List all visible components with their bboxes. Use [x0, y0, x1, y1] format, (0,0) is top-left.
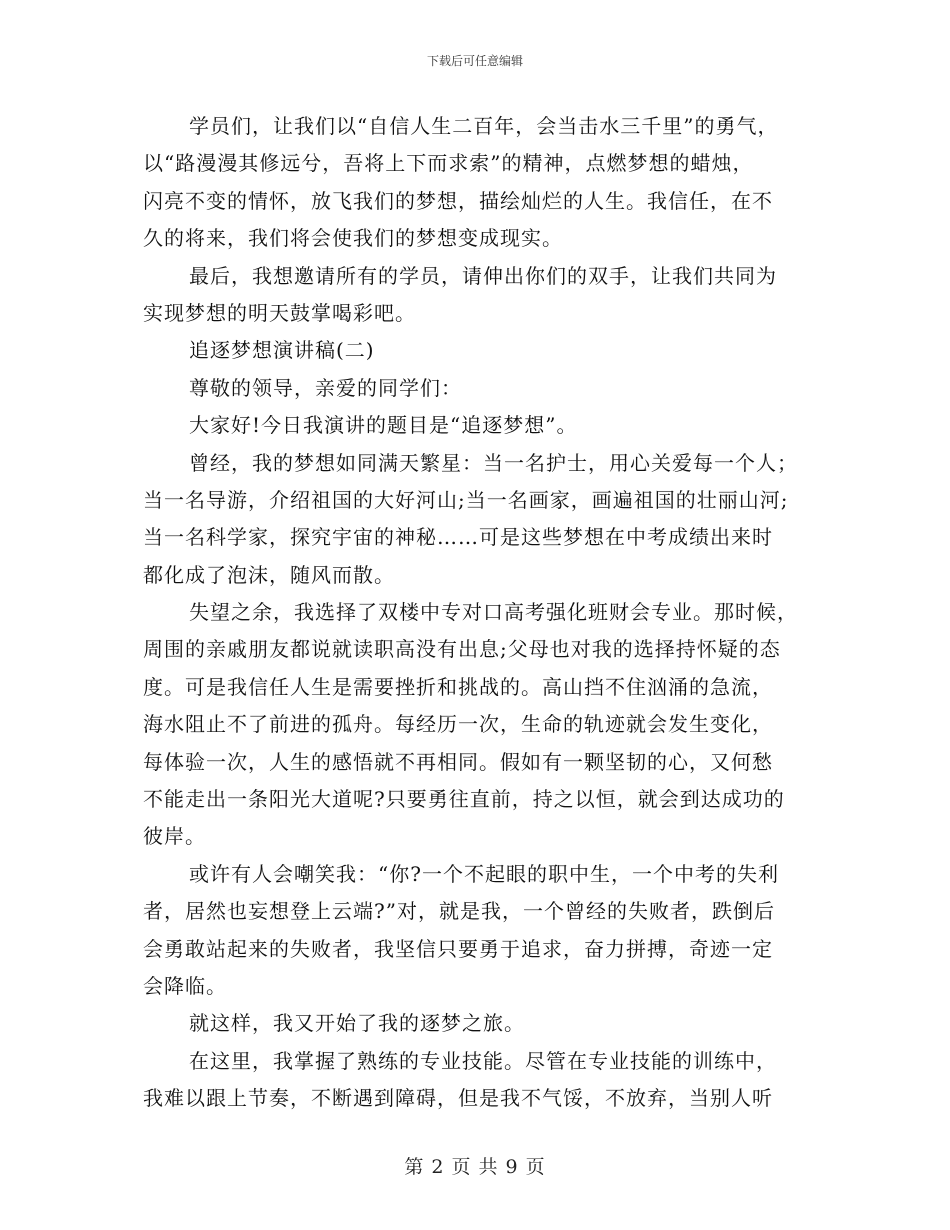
text-line: 我难以跟上节奏，不断遇到障碍，但是我不气馁，不放弃，当别人听 — [143, 1086, 773, 1111]
page-number-footer: 第 2 页 共 9 页 — [404, 1156, 546, 1178]
text-line: 曾经，我的梦想如同满天繁星：当一名护士，用心关爱每一个人； — [189, 450, 798, 475]
text-line: 久的将来，我们将会使我们的梦想变成现实。 — [143, 226, 563, 251]
text-line: 周围的亲戚朋友都说就读职高没有出息;父母也对我的选择持怀疑的态 — [143, 637, 781, 662]
text-line: 会降临。 — [143, 973, 227, 998]
text-line: 实现梦想的明天鼓掌喝彩吧。 — [143, 300, 416, 325]
text-line: 度。可是我信任人生是需要挫折和挑战的。高山挡不住汹涌的急流， — [143, 674, 773, 699]
page-header: 下载后可任意编辑 — [426, 54, 523, 68]
text-line: 闪亮不变的情怀，放飞我们的梦想，描绘灿烂的人生。我信任，在不 — [143, 188, 773, 213]
text-line: 尊敬的领导，亲爱的同学们： — [189, 375, 462, 400]
text-line: 当一名科学家，探究宇宙的神秘……可是这些梦想在中考成绩出来时 — [143, 525, 773, 550]
text-line: 追逐梦想演讲稿(二) — [189, 338, 375, 363]
text-line: 海水阻止不了前进的孤舟。每经历一次，生命的轨迹就会发生变化， — [143, 712, 773, 737]
text-line: 都化成了泡沫，随风而散。 — [143, 562, 395, 587]
text-line: 每体验一次，人生的感悟就不再相同。假如有一颗坚韧的心，又何愁 — [143, 749, 773, 774]
text-line: 彼岸。 — [143, 824, 206, 849]
text-line: 以“路漫漫其修远兮，吾将上下而求索”的精神，点燃梦想的蜡烛， — [143, 151, 754, 176]
text-line: 当一名导游，介绍祖国的大好河山;当一名画家，画遍祖国的壮丽山河; — [143, 487, 789, 512]
text-line: 学员们，让我们以“自信人生二百年，会当击水三千里”的勇气， — [189, 114, 779, 138]
text-line: 大家好!今日我演讲的题目是“追逐梦想”。 — [189, 413, 578, 438]
text-line: 失望之余，我选择了双楼中专对口高考强化班财会专业。那时候， — [189, 600, 798, 625]
text-line: 或许有人会嘲笑我：“你?一个不起眼的职中生，一个中考的失利 — [189, 861, 779, 886]
document-body — [143, 108, 808, 1118]
text-line: 就这样，我又开始了我的逐梦之旅。 — [189, 1011, 525, 1036]
text-line: 会勇敢站起来的失败者，我坚信只要勇于追求，奋力拼搏，奇迹一定 — [143, 936, 773, 961]
text-line: 最后，我想邀请所有的学员，请伸出你们的双手，让我们共同为 — [189, 263, 777, 288]
text-line: 在这里，我掌握了熟练的专业技能。尽管在专业技能的训练中， — [189, 1048, 777, 1073]
text-line: 不能走出一条阳光大道呢?只要勇往直前，持之以恒，就会到达成功的 — [143, 787, 785, 812]
text-line: 者，居然也妄想登上云端?”对，就是我，一个曾经的失败者，跌倒后 — [143, 899, 775, 924]
